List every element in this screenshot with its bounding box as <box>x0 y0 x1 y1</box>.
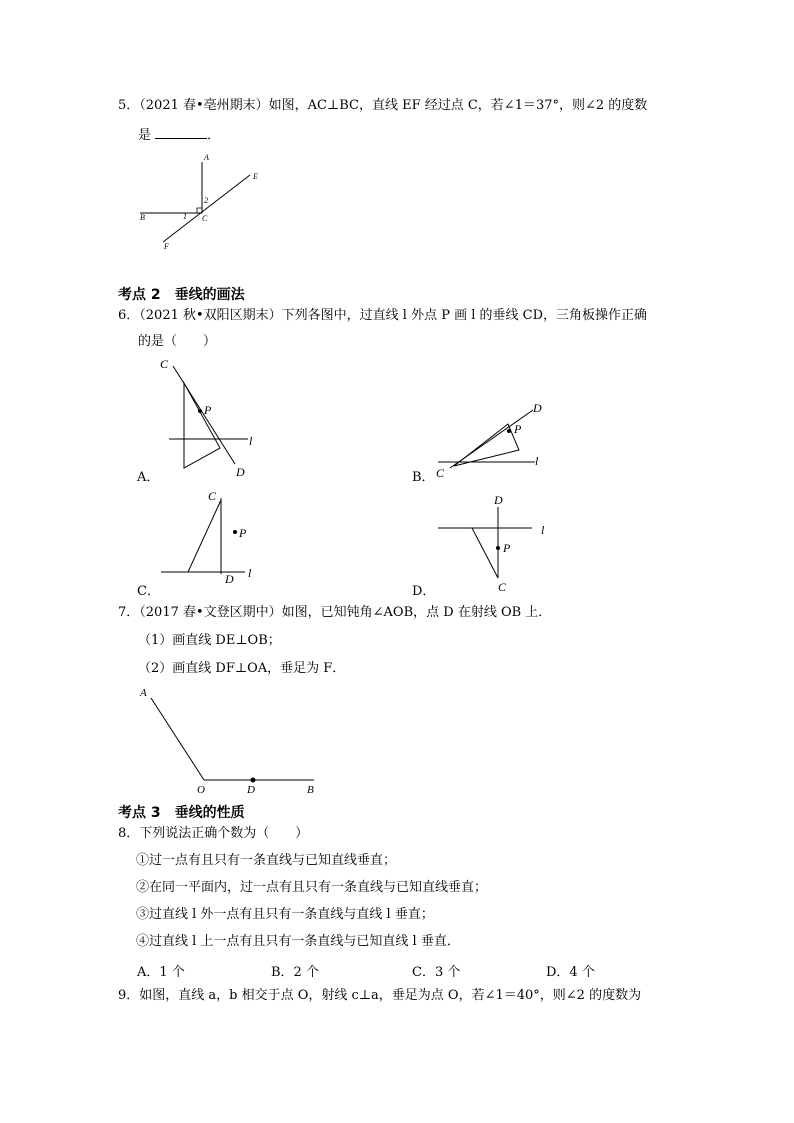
q5-figure <box>135 148 275 252</box>
answer-blank <box>155 126 207 139</box>
point-d <box>251 778 256 783</box>
q7-sub1: （1）画直线 DE⊥OB； <box>138 633 281 648</box>
q8-choice-d[interactable]: D．4 个 <box>546 965 595 980</box>
label-c: C <box>436 466 445 480</box>
label-l: l <box>249 434 253 448</box>
q8-choice-b[interactable]: B．2 个 <box>271 965 319 980</box>
set-square <box>184 383 220 468</box>
q6-option-c[interactable]: C． <box>137 584 160 599</box>
label-c: C <box>160 357 169 371</box>
q8-statement-1: ①过一点有且只有一条直线与已知直线垂直； <box>136 853 397 868</box>
q6-figure-b <box>430 398 560 483</box>
label-angle1: 1 <box>183 212 187 221</box>
label-c: C <box>498 580 507 594</box>
q7-figure <box>130 682 330 797</box>
q6-figure-c <box>155 486 265 586</box>
q6-text-line1: 6．（2021 秋•双阳区期末）下列各图中，过直线 l 外点 P 画 l 的垂线 CD，三角板操作正确 <box>118 308 648 323</box>
label-d: D <box>247 784 255 796</box>
q5-line2-prefix: 是 <box>138 128 152 143</box>
q6-option-b[interactable]: B． <box>412 470 435 485</box>
point-p <box>496 546 500 550</box>
label-p: P <box>239 526 247 540</box>
label-b: B <box>140 213 145 222</box>
q8-statement-2: ②在同一平面内，过一点有且只有一条直线与已知直线垂直； <box>136 880 488 895</box>
point-p <box>233 530 237 534</box>
q6-option-d[interactable]: D． <box>412 584 436 599</box>
q6-option-a[interactable]: A． <box>137 470 160 485</box>
q8-choice-a[interactable]: A．1 个 <box>137 965 185 980</box>
label-b: B <box>307 784 314 796</box>
q7-text-line1: 7．（2017 春•文登区期中）如图，已知钝角∠AOB，点 D 在射线 OB 上． <box>118 605 552 620</box>
q8-text-line1: 8．下列说法正确个数为（ ） <box>118 826 309 841</box>
q9-text-line1: 9．如图，直线 a，b 相交于点 O，射线 c⊥a，垂足为点 O，若∠1＝40°，则∠2 的度数为 <box>118 988 642 1003</box>
label-c: C <box>208 489 217 503</box>
label-l: l <box>248 566 252 580</box>
label-d: D <box>533 401 542 415</box>
label-e: E <box>253 172 258 181</box>
set-square <box>472 528 498 578</box>
label-c: C <box>202 214 208 223</box>
section2-title: 考点 2 垂线的画法 <box>118 287 245 303</box>
label-p: P <box>514 422 522 436</box>
q6-figure-d <box>430 490 560 595</box>
q8-statement-4: ④过直线 l 上一点有且只有一条直线与已知直线 l 垂直． <box>136 934 460 949</box>
label-angle2: 2 <box>204 196 208 205</box>
ray-oa <box>151 698 204 780</box>
label-a: A <box>204 153 209 162</box>
label-d: D <box>236 465 245 479</box>
q6-figure-a <box>155 352 265 482</box>
label-p: P <box>503 541 511 555</box>
label-l: l <box>535 454 539 468</box>
label-d: D <box>494 493 503 507</box>
label-f: F <box>164 242 169 251</box>
label-o: O <box>197 784 205 796</box>
point-p <box>198 409 202 413</box>
point-p <box>507 429 511 433</box>
q7-sub2: （2）画直线 DF⊥OA，垂足为 F． <box>138 661 346 676</box>
section3-title: 考点 3 垂线的性质 <box>118 805 245 821</box>
label-l: l <box>541 523 545 537</box>
label-a: A <box>140 687 147 699</box>
q8-choice-c[interactable]: C．3 个 <box>412 965 461 980</box>
q8-statement-3: ③过直线 l 外一点有且只有一条直线与直线 l 垂直； <box>136 907 434 922</box>
label-d: D <box>225 572 234 586</box>
q5-text-line1: 5．（2021 春•亳州期末）如图，AC⊥BC，直线 EF 经过点 C，若∠1＝37°，则∠2 的度数 <box>118 98 648 113</box>
line-ef <box>163 175 250 242</box>
q5-text-line2 <box>138 126 220 144</box>
q5-line2-suffix: ． <box>207 128 221 143</box>
label-p: P <box>204 403 212 417</box>
set-square <box>188 500 221 572</box>
q6-text-line2: 的是（ ） <box>138 334 217 349</box>
